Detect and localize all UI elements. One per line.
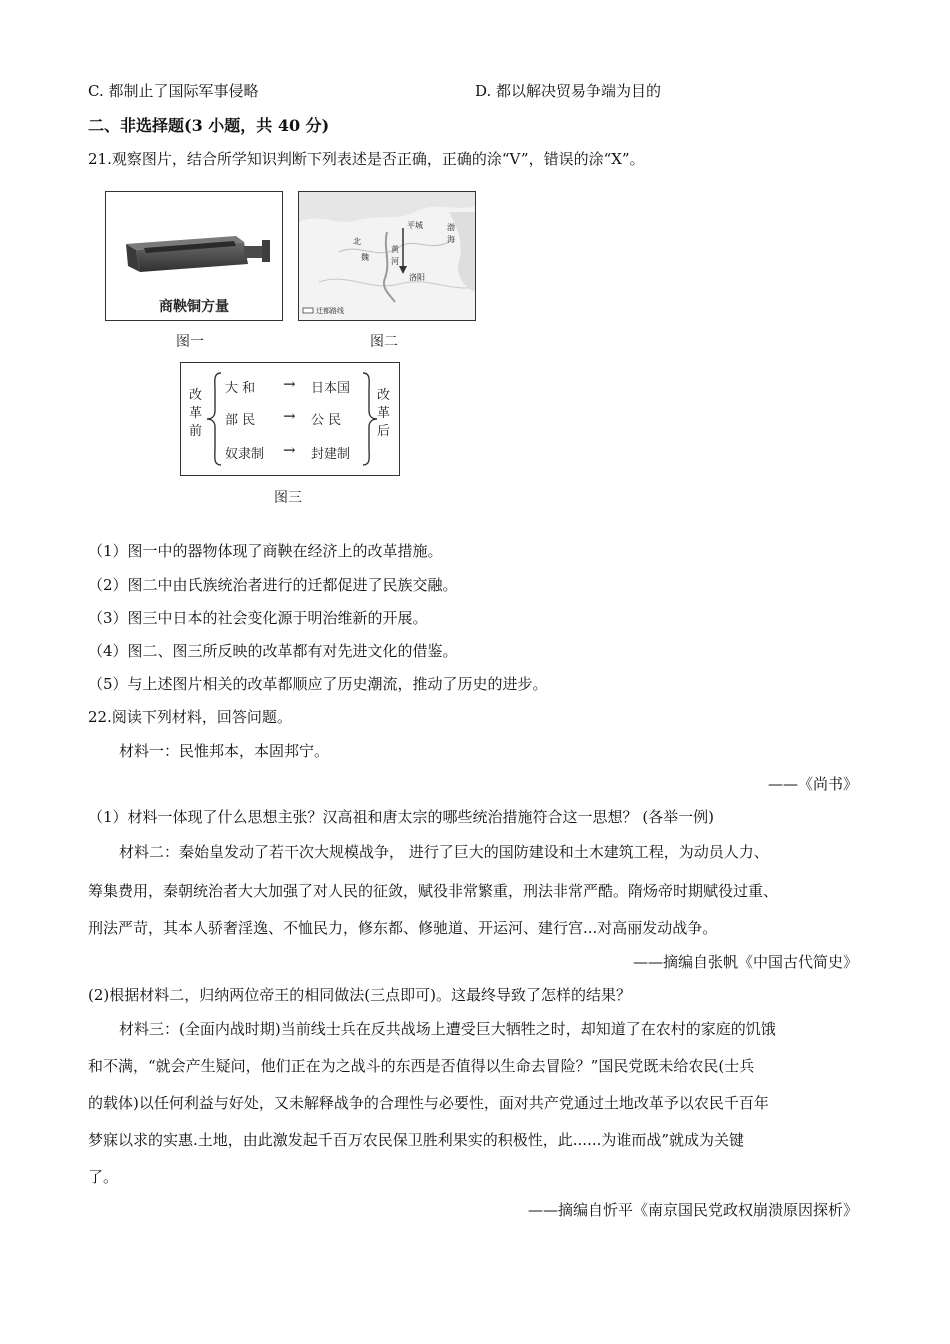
map-label-hai: 海 [447, 235, 455, 244]
q21-item-4: （4）图二、图三所反映的改革都有对先进文化的借鉴。 [88, 642, 458, 660]
map-label-bei: 北 [353, 237, 361, 246]
material-2-line-2: 筹集费用，秦朝统治者大大加强了对人民的征敛，赋役非常繁重，刑法非常严酷。隋炀帝时期赋役过重、 [88, 882, 779, 900]
row1-arrow-icon: → [283, 375, 296, 393]
row1-to: 日本国 [311, 381, 351, 396]
q21-item-5: （5）与上述图片相关的改革都顺应了历史潮流，推动了历史的进步。 [88, 675, 548, 693]
row3-from: 奴隶制 [225, 447, 265, 462]
material-2-line-3: 刑法严苛，其本人骄奢淫逸、不恤民力，修东都、修驰道、开运河、建行宫...对高丽发动战争。 [88, 919, 718, 937]
figure-1-caption: 图一 [176, 334, 204, 350]
figure-2-map [298, 191, 476, 321]
figure-2-caption: 图二 [370, 334, 398, 350]
q21-item-3: （3）图三中日本的社会变化源于明治维新的开展。 [88, 609, 428, 627]
map-legend: 迁都路线 [316, 307, 344, 315]
map-label-pingcheng: 平城 [407, 221, 423, 230]
q21-stem: 21.观察图片，结合所学知识判断下列表述是否正确，正确的涂“V”，错误的涂“X”。 [88, 150, 645, 168]
q21-item-1: （1）图一中的器物体现了商鞅在经济上的改革措施。 [88, 542, 443, 560]
figure-3-diagram [180, 362, 400, 476]
figure-1-inner-label: 商鞅铜方量 [159, 299, 229, 315]
row2-to: 公 民 [311, 413, 342, 428]
figure-3-caption: 图三 [274, 490, 302, 506]
material-2-line-1: 材料二：秦始皇发动了若干次大规模战争， 进行了巨大的国防建设和土木建筑工程，为动员人力、 [119, 843, 769, 861]
material-3-line-2: 和不满，“就会产生疑问，他们正在为之战斗的东西是否值得以生命去冒险？”国民党既未给农民(士兵 [88, 1057, 755, 1075]
material-3-line-5: 了。 [88, 1168, 119, 1186]
material-2-source: ——摘编自张帆《中国古代简史》 [632, 953, 858, 971]
map-label-huang: 黄 [391, 245, 399, 254]
q22-question-2: (2)根据材料二，归纳两位帝王的相同做法(三点即可)。这最终导致了怎样的结果？ [88, 986, 631, 1004]
q21-item-2: （2）图二中由氏族统治者进行的迁都促进了民族交融。 [88, 576, 458, 594]
material-3-line-3: 的载体)以任何利益与好处，又未解释战争的合理性与必要性，面对共产党通过土地改革予以农民千百年 [88, 1094, 769, 1112]
before-reform-label: 改革前 [189, 388, 203, 439]
row3-to: 封建制 [311, 447, 351, 462]
right-brace-icon [359, 371, 379, 467]
row2-from: 部 民 [225, 413, 256, 428]
map-label-luoyang: 洛阳 [409, 273, 425, 282]
section-title: 二、非选择题(3 小题，共 40 分) [88, 116, 330, 135]
left-brace-icon [205, 371, 225, 467]
material-3-source: ——摘编自忻平《南京国民党政权崩溃原因探析》 [527, 1201, 858, 1219]
figure-1 [105, 191, 283, 321]
map-label-bo: 渤 [447, 223, 455, 232]
q22-question-1: （1）材料一体现了什么思想主张？汉高祖和唐太宗的哪些统治措施符合这一思想？ (各举一例) [88, 808, 715, 826]
option-d: D. 都以解决贸易争端为目的 [475, 82, 662, 100]
migration-map-image [299, 192, 475, 320]
map-label-wei: 魏 [361, 253, 369, 262]
row3-arrow-icon: → [283, 441, 296, 459]
option-c: C. 都制止了国际军事侵略 [88, 82, 259, 100]
material-1-source: ——《尚书》 [767, 775, 858, 793]
row2-arrow-icon: → [283, 407, 296, 425]
q22-stem: 22.阅读下列材料，回答问题。 [88, 708, 292, 726]
material-3-line-4: 梦寐以求的实惠.土地，由此激发起千百万农民保卫胜利果实的积极性，此......为谁而战”就成为关键 [88, 1131, 745, 1149]
material-3-line-1: 材料三：(全面内战时期)当前线士兵在反共战场上遭受巨大牺牲之时，却知道了在农村的家庭的饥饿 [119, 1020, 776, 1038]
row1-from: 大 和 [225, 381, 256, 396]
map-label-he: 河 [391, 257, 399, 266]
material-1: 材料一：民惟邦本，本固邦宁。 [119, 742, 330, 760]
after-reform-label: 改革后 [377, 388, 391, 439]
